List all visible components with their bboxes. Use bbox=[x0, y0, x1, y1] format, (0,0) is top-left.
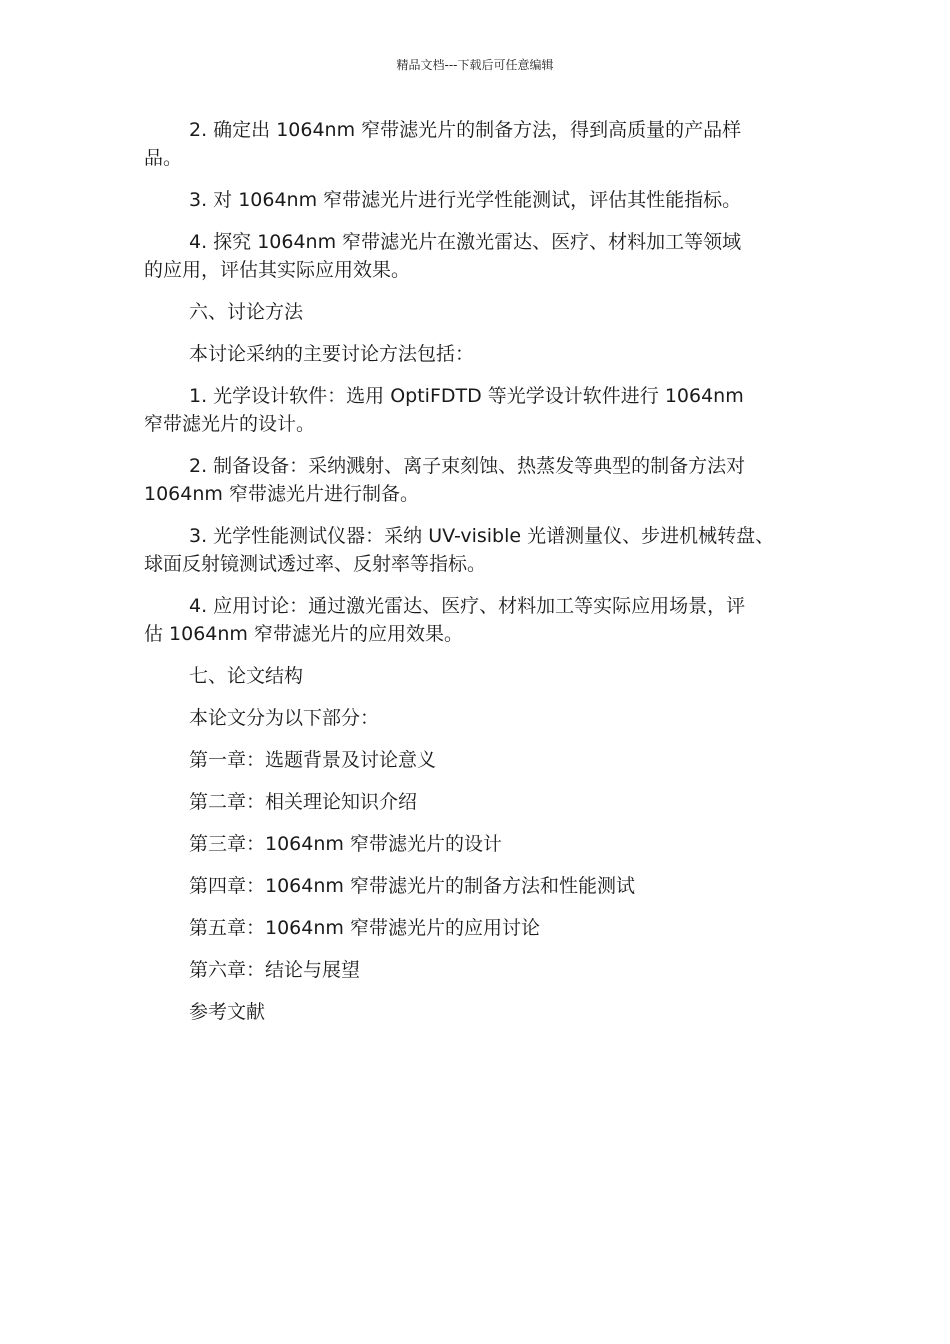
paragraph-line: 本论文分为以下部分： bbox=[189, 707, 380, 729]
paragraph-line: 的应用，评估其实际应用效果。 bbox=[144, 259, 411, 281]
paragraph-line: 2. 制备设备：采纳溅射、离子束刻蚀、热蒸发等典型的制备方法对 bbox=[189, 455, 746, 477]
page-header: 精品文档---下载后可任意编辑 bbox=[396, 58, 554, 72]
paragraph-line: 1. 光学设计软件：选用 OptiFDTD 等光学设计软件进行 1064nm bbox=[189, 385, 744, 407]
chapter-1 bbox=[144, 746, 816, 774]
methods-intro bbox=[144, 340, 816, 368]
objective-4 bbox=[144, 228, 816, 284]
paragraph-line: 3. 对 1064nm 窄带滤光片进行光学性能测试，评估其性能指标。 bbox=[189, 189, 742, 211]
method-2 bbox=[144, 452, 816, 508]
structure-intro bbox=[144, 704, 816, 732]
chapter-line: 第一章：选题背景及讨论意义 bbox=[189, 749, 437, 771]
chapter-line: 参考文献 bbox=[189, 1001, 266, 1023]
section-heading: 七、论文结构 bbox=[189, 665, 304, 687]
chapter-3 bbox=[144, 830, 816, 858]
method-4 bbox=[144, 592, 816, 648]
section-heading: 六、讨论方法 bbox=[189, 301, 304, 323]
objective-3 bbox=[144, 186, 816, 214]
chapter-line: 第二章：相关理论知识介绍 bbox=[189, 791, 418, 813]
paragraph-line: 本讨论采纳的主要讨论方法包括： bbox=[189, 343, 475, 365]
references bbox=[144, 998, 816, 1026]
chapter-line: 第四章：1064nm 窄带滤光片的制备方法和性能测试 bbox=[189, 875, 635, 897]
section-heading-structure bbox=[144, 662, 816, 690]
paragraph-line: 球面反射镜测试透过率、反射率等指标。 bbox=[144, 553, 487, 575]
method-1 bbox=[144, 382, 816, 438]
chapter-5 bbox=[144, 914, 816, 942]
paragraph-line: 估 1064nm 窄带滤光片的应用效果。 bbox=[144, 623, 463, 645]
objective-2 bbox=[144, 116, 816, 172]
chapter-4 bbox=[144, 872, 816, 900]
chapter-line: 第三章：1064nm 窄带滤光片的设计 bbox=[189, 833, 502, 855]
chapter-line: 第六章：结论与展望 bbox=[189, 959, 361, 981]
paragraph-line: 1064nm 窄带滤光片进行制备。 bbox=[144, 483, 419, 505]
paragraph-line: 4. 应用讨论：通过激光雷达、医疗、材料加工等实际应用场景，评 bbox=[189, 595, 746, 617]
method-3 bbox=[144, 522, 816, 578]
document-body bbox=[144, 116, 816, 1040]
paragraph-line: 窄带滤光片的设计。 bbox=[144, 413, 316, 435]
paragraph-line: 3. 光学性能测试仪器：采纳 UV-visible 光谱测量仪、步进机械转盘、 bbox=[189, 525, 775, 547]
section-heading-methods bbox=[144, 298, 816, 326]
chapter-6 bbox=[144, 956, 816, 984]
chapter-2 bbox=[144, 788, 816, 816]
chapter-line: 第五章：1064nm 窄带滤光片的应用讨论 bbox=[189, 917, 540, 939]
paragraph-line: 2. 确定出 1064nm 窄带滤光片的制备方法，得到高质量的产品样 bbox=[189, 119, 742, 141]
paragraph-line: 4. 探究 1064nm 窄带滤光片在激光雷达、医疗、材料加工等领域 bbox=[189, 231, 742, 253]
paragraph-line: 品。 bbox=[144, 147, 183, 169]
